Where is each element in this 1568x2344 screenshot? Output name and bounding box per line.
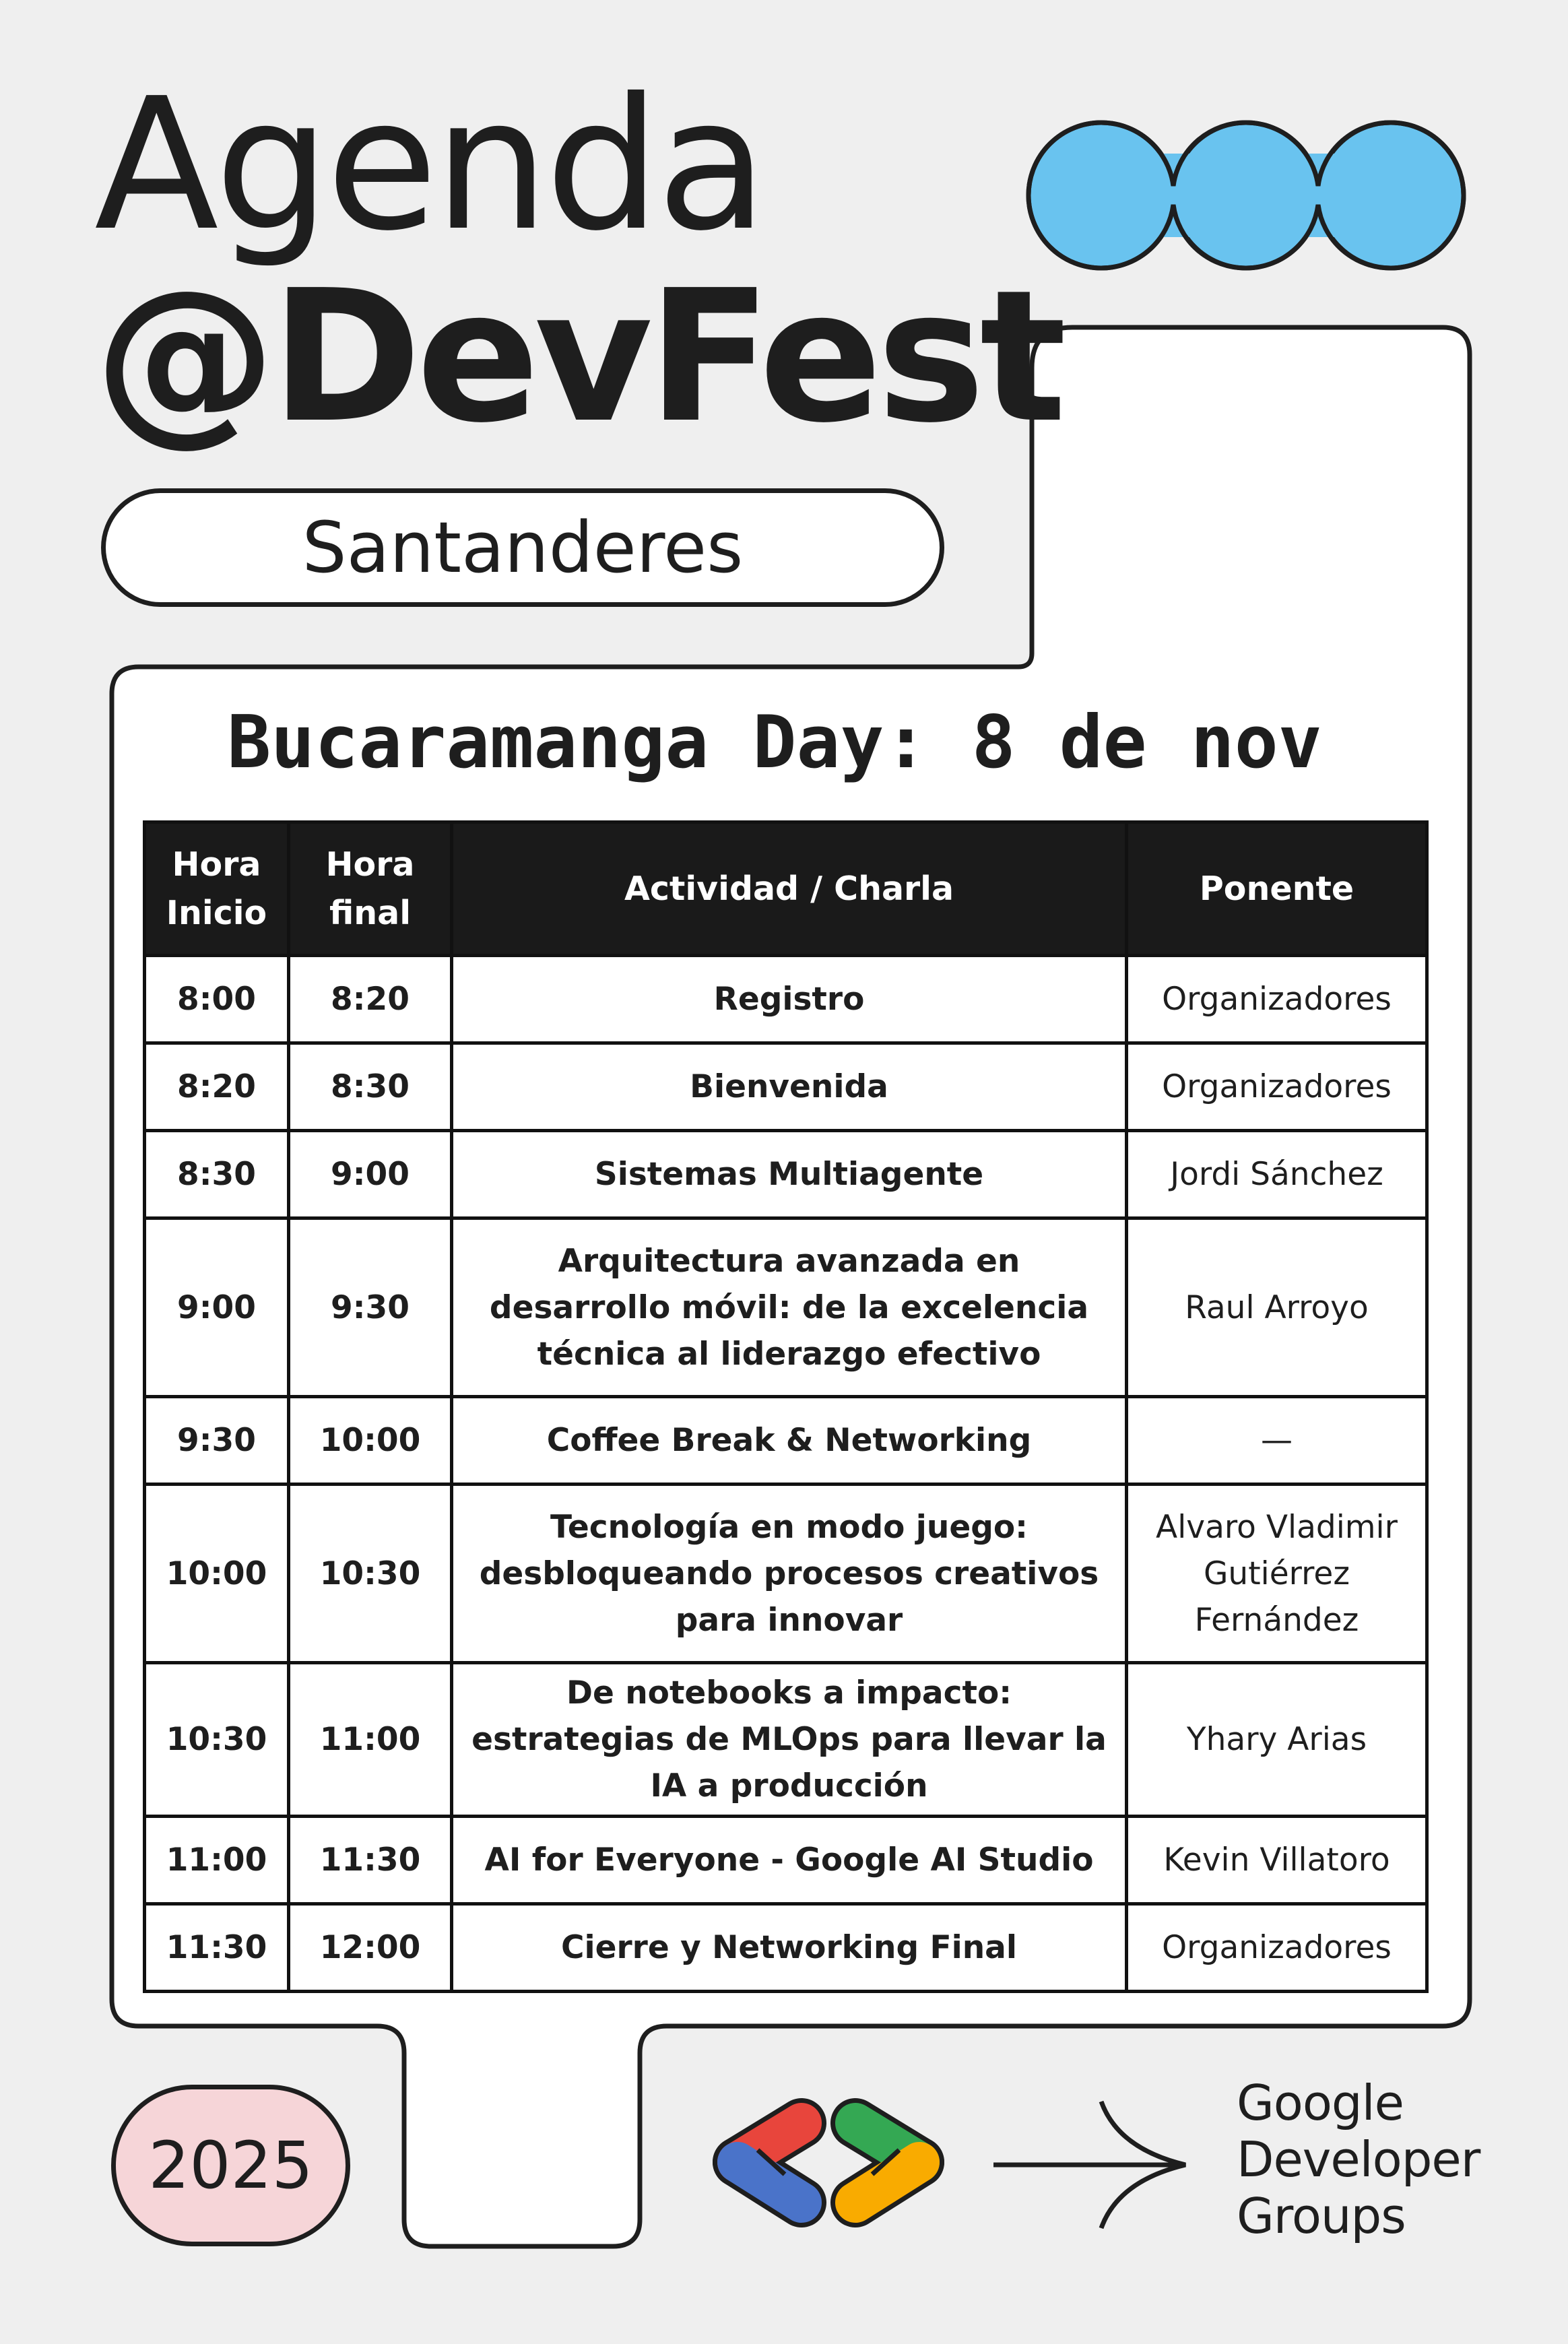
gdg-line-google: Google [1237, 2075, 1404, 2131]
start-time: 9:00 [145, 1218, 289, 1397]
speaker: Organizadores [1127, 956, 1427, 1043]
agenda-table [143, 820, 1429, 1993]
table-row [145, 1218, 1427, 1397]
activity: Coffee Break & Networking [452, 1397, 1127, 1485]
start-time: 10:30 [145, 1663, 289, 1817]
table-row [145, 1817, 1427, 1904]
start-time: 11:30 [145, 1904, 289, 1992]
end-time: 12:00 [289, 1904, 452, 1992]
end-time: 10:00 [289, 1397, 452, 1485]
activity: Bienvenida [452, 1043, 1127, 1131]
activity: Sistemas Multiagente [452, 1131, 1127, 1218]
speaker: Organizadores [1127, 1904, 1427, 1992]
speaker: Organizadores [1127, 1043, 1427, 1131]
table-row [145, 1397, 1427, 1485]
day-heading: Bucaramanga Day: 8 de nov [227, 701, 1322, 785]
table-row [145, 1043, 1427, 1131]
gdg-line-groups: Groups [1237, 2188, 1406, 2244]
speaker: Alvaro Vladimir Gutiérrez Fernández [1127, 1485, 1427, 1663]
table-row [145, 1485, 1427, 1663]
activity: Tecnología en modo juego: desbloqueando procesos creativos para innovar [452, 1485, 1127, 1663]
end-time: 9:30 [289, 1218, 452, 1397]
three-circles-shape [1024, 113, 1468, 278]
speaker: Raul Arroyo [1127, 1218, 1427, 1397]
table-row [145, 1663, 1427, 1817]
activity: AI for Everyone - Google AI Studio [452, 1817, 1127, 1904]
header-activity: Actividad / Charla [452, 822, 1127, 956]
gdg-line-developer: Developer [1237, 2131, 1480, 2188]
speaker: Kevin Villatoro [1127, 1817, 1427, 1904]
activity: De notebooks a impacto: estrategias de MLOps para llevar la IA a producción [452, 1663, 1127, 1817]
activity: Cierre y Networking Final [452, 1904, 1127, 1992]
region-pill [101, 488, 944, 607]
title-agenda: Agenda [94, 59, 764, 271]
year-badge [111, 2085, 350, 2246]
title-devfest: @DevFest [94, 251, 1061, 463]
table-row [145, 1131, 1427, 1218]
end-time: 11:30 [289, 1817, 452, 1904]
start-time: 9:30 [145, 1397, 289, 1485]
end-time: 8:30 [289, 1043, 452, 1131]
gdg-wordmark [1237, 2075, 1480, 2244]
table-row [145, 1904, 1427, 1992]
start-time: 11:00 [145, 1817, 289, 1904]
end-time: 10:30 [289, 1485, 452, 1663]
speaker: — [1127, 1397, 1427, 1485]
activity: Arquitectura avanzada en desarrollo móvil: de la excelencia técnica al liderazgo efectivo [452, 1218, 1127, 1397]
table-header-row [145, 822, 1427, 956]
end-time: 8:20 [289, 956, 452, 1043]
activity: Registro [452, 956, 1127, 1043]
end-time: 9:00 [289, 1131, 452, 1218]
end-time: 11:00 [289, 1663, 452, 1817]
header-end-time: Hora final [289, 822, 452, 956]
start-time: 8:20 [145, 1043, 289, 1131]
arrow-right-icon [990, 2095, 1192, 2236]
region-label: Santanderes [302, 507, 744, 589]
speaker: Yhary Arias [1127, 1663, 1427, 1817]
start-time: 8:30 [145, 1131, 289, 1218]
year-label: 2025 [148, 2128, 313, 2203]
header-speaker: Ponente [1127, 822, 1427, 956]
gdg-logo-icon [700, 2095, 956, 2233]
table-row [145, 956, 1427, 1043]
header-start-time: Hora Inicio [145, 822, 289, 956]
start-time: 10:00 [145, 1485, 289, 1663]
start-time: 8:00 [145, 956, 289, 1043]
speaker: Jordi Sánchez [1127, 1131, 1427, 1218]
